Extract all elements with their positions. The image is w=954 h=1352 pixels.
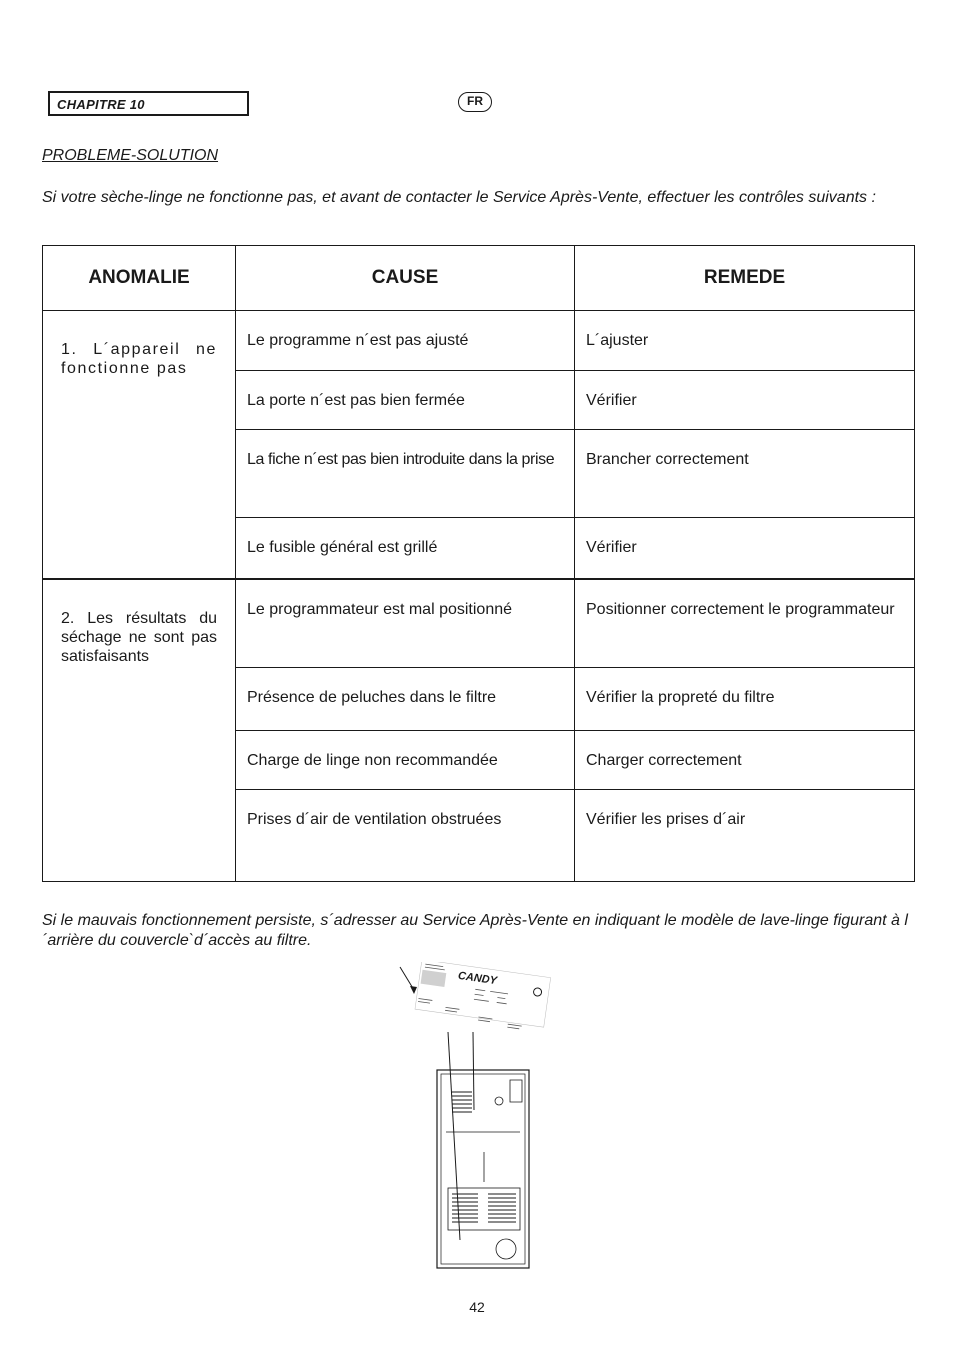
cause-cell: Le fusible général est grillé (236, 518, 575, 579)
cause-cell: Présence de peluches dans le filtre (236, 668, 575, 731)
language-badge: FR (458, 92, 492, 112)
cause-cell: La porte n´est pas bien fermée (236, 371, 575, 430)
cause-cell: Prises d´air de ventilation obstruées (236, 790, 575, 882)
remedy-cell: Vérifier (575, 371, 915, 430)
brand-logo: CANDY (457, 969, 498, 988)
intro-paragraph: Si votre sèche-linge ne fonctionne pas, et avant de contacter le Service Après-Vente, effectuer les contrôles suivants : (42, 189, 876, 206)
remedy-cell: Brancher correctement (575, 430, 915, 518)
remedy-cell: Positionner correctement le programmateur (575, 579, 915, 668)
remedy-cell: Vérifier la propreté du filtre (575, 668, 915, 731)
cause-cell: La fiche n´est pas bien introduite dans la prise (236, 430, 575, 518)
remedy-cell: Charger correctement (575, 731, 915, 790)
cause-cell: Le programmateur est mal positionné (236, 579, 575, 668)
table-row (43, 311, 915, 371)
cause-cell: Charge de linge non recommandée (236, 731, 575, 790)
remedy-cell: L´ajuster (575, 311, 915, 371)
page-number: 42 (469, 1299, 485, 1315)
dryer-rear-diagram (390, 962, 560, 1272)
rating-plate (414, 962, 550, 1032)
chapter-label: CHAPITRE 10 (48, 91, 249, 116)
remedy-cell: Vérifier les prises d´air (575, 790, 915, 882)
footer-note: Si le mauvais fonctionnement persiste, s´adresser au Service Après-Vente en indiquant le modèle de lave-linge figurant à l´arrière du couvercle`d´accès au filtre. (42, 912, 908, 949)
dryer-rear-panel-icon (437, 1070, 529, 1268)
header-remede: REMEDE (575, 246, 915, 311)
rating-plate-arrow-icon (400, 967, 417, 994)
remedy-cell: Vérifier (575, 518, 915, 579)
troubleshooting-table (42, 245, 915, 882)
table-row (43, 579, 915, 668)
anomaly-cell: 1. L´appareil ne fonctionne pas (43, 311, 236, 579)
leader-lines (448, 1032, 474, 1240)
section-title: PROBLEME-SOLUTION (42, 147, 219, 164)
header-anomalie: ANOMALIE (43, 246, 236, 311)
anomaly-cell: 2. Les résultats du séchage ne sont pas satisfaisants (43, 579, 236, 882)
header-cause: CAUSE (236, 246, 575, 311)
cause-cell: Le programme n´est pas ajusté (236, 311, 575, 371)
